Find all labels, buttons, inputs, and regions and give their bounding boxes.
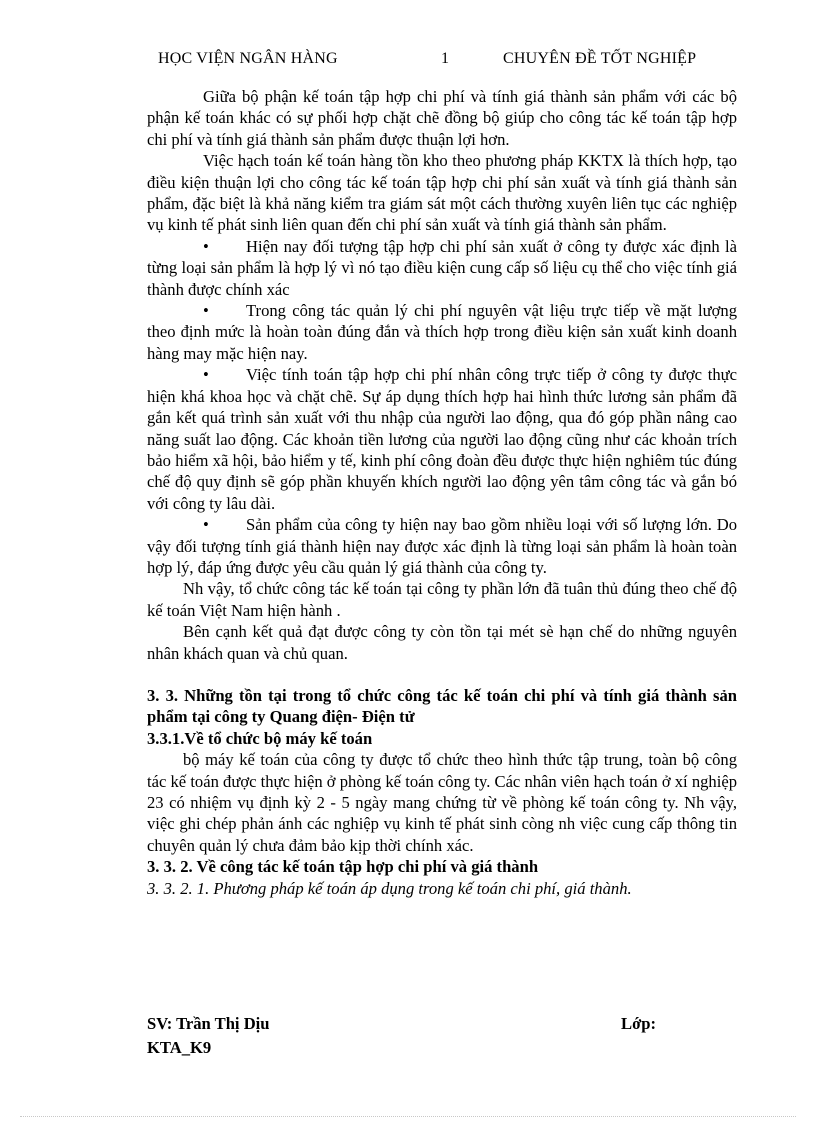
- paragraph: bộ máy kế toán của công ty được tổ chức theo hình thức tập trung, toàn bộ công tác kế toán được thực hiện ở phòng kế toán công ty. Các nhân viên hạch toán ở xí nghiệp 23 có nhiệm vụ định kỳ 2 - 5 ngày mang chứng từ về phòng kế toán công ty. Nh vậy, việc ghi chép phản ánh các nghiệp vụ kinh tế phát sinh còng nh việc cung cấp thông tin chuyên quản lý chưa đảm bảo kịp thời chính xác.: [147, 750, 737, 855]
- bullet-text: Việc tính toán tập hợp chi phí nhân công trực tiếp ở công ty được thực hiện khá khoa học và chặt chẽ. Sự áp dụng thích hợp hai hình thức lương sản phẩm đã gắn kết quá trình sản xuất với thu nhập của người lao động, qua đó góp phần nâng cao năng suất lao động. Các khoản tiền lương của người lao động cũng như các khoản trích bảo hiểm xã hội, bảo hiểm y tế, kinh phí công đoàn đều được thực hiện nghiêm túc đúng chế độ quy định sẽ góp phần khuyến khích người lao động yên tâm công tác và gắn bó với công ty lâu dài.: [147, 365, 737, 513]
- bullet-item: [147, 364, 737, 514]
- paragraph: Nh vậy, tổ chức công tác kế toán tại công ty phần lớn đã tuân thủ đúng theo chế độ kế toán Việt Nam hiện hành .: [147, 579, 737, 620]
- class-code: KTA_K9: [147, 1038, 212, 1057]
- header-title: CHUYÊN ĐỀ TỐT NGHIỆP: [503, 50, 697, 67]
- page-footer: [147, 1012, 737, 1060]
- document-body: [147, 86, 737, 899]
- paragraph: Bên cạnh kết quả đạt được công ty còn tồn tại mét sè hạn chế do những nguyên nhân khách quan và chủ quan.: [147, 622, 737, 663]
- bullet-icon: •: [203, 515, 209, 535]
- bullet-text: Sản phẩm của công ty hiện nay bao gồm nhiều loại với số lượng lớn. Do vậy đối tượng tính giá thành hiện nay được xác định là từng loại sản phẩm là hoàn toàn hợp lý, đáp ứng được yêu cầu quản lý giá thành của công ty.: [147, 515, 737, 577]
- student-name: SV: Trần Thị Dịu: [147, 1014, 270, 1033]
- spacer: [147, 664, 737, 685]
- paragraph: Giữa bộ phận kế toán tập hợp chi phí và tính giá thành sản phẩm với các bộ phận kế toán khác có sự phối hợp chặt chẽ đồng bộ giúp cho công tác kế toán tập hợp chi phí và tính giá thành sản phẩm được thuận lợi hơn.: [147, 87, 737, 149]
- footer-row: [147, 1012, 737, 1036]
- bullet-item: [147, 514, 737, 578]
- bullet-icon: •: [203, 365, 209, 385]
- bullet-icon: •: [203, 236, 209, 256]
- section-heading: 3. 3. Những tồn tại trong tổ chức công tác kế toán chi phí và tính giá thành sản phẩm tại công ty Quang điện- Điện tử: [147, 685, 737, 727]
- class-label: Lớp:: [621, 1014, 657, 1033]
- bullet-item: [147, 300, 737, 364]
- paragraph: Việc hạch toán kế toán hàng tồn kho theo phương pháp KKTX là thích hợp, tạo điều kiện thuận lợi cho công tác kế toán tập hợp chi phí sản xuất và tính giá thành sản phẩm, đặc biệt là khả năng kiểm tra giám sát một cách thường xuyên liên tục các nghiệp vụ kinh tế phát sinh liên quan đến chi phí sản xuất và tính giá thành sản phẩm.: [147, 151, 737, 235]
- page-number: 1: [441, 50, 450, 67]
- footer-row: [147, 1036, 737, 1060]
- bullet-item: [147, 236, 737, 300]
- sub-subsection-heading: 3. 3. 2. 1. Phương pháp kế toán áp dụng trong kế toán chi phí, giá thành.: [147, 878, 632, 898]
- bullet-icon: •: [203, 301, 209, 321]
- page-header: [0, 50, 816, 72]
- subsection-heading: 3. 3. 2. Về công tác kế toán tập hợp chi phí và giá thành: [147, 857, 539, 877]
- header-institution: HỌC VIỆN NGÂN HÀNG: [158, 50, 338, 67]
- subsection-heading: 3.3.1.Về tổ chức bộ máy kế toán: [147, 728, 373, 748]
- page-bottom-divider: [20, 1116, 796, 1117]
- bullet-text: Trong công tác quản lý chi phí nguyên vật liệu trực tiếp về mặt lượng theo định mức là hoàn toàn đúng đắn và thích hợp trong điều kiện sản xuất kinh doanh hàng may mặc hiện nay.: [147, 301, 737, 363]
- bullet-text: Hiện nay đối tượng tập hợp chi phí sản xuất ở công ty được xác định là từng loại sản phẩm là hợp lý vì nó tạo điều kiện cung cấp số liệu cụ thể cho việc tính giá thành được chính xác: [147, 236, 737, 299]
